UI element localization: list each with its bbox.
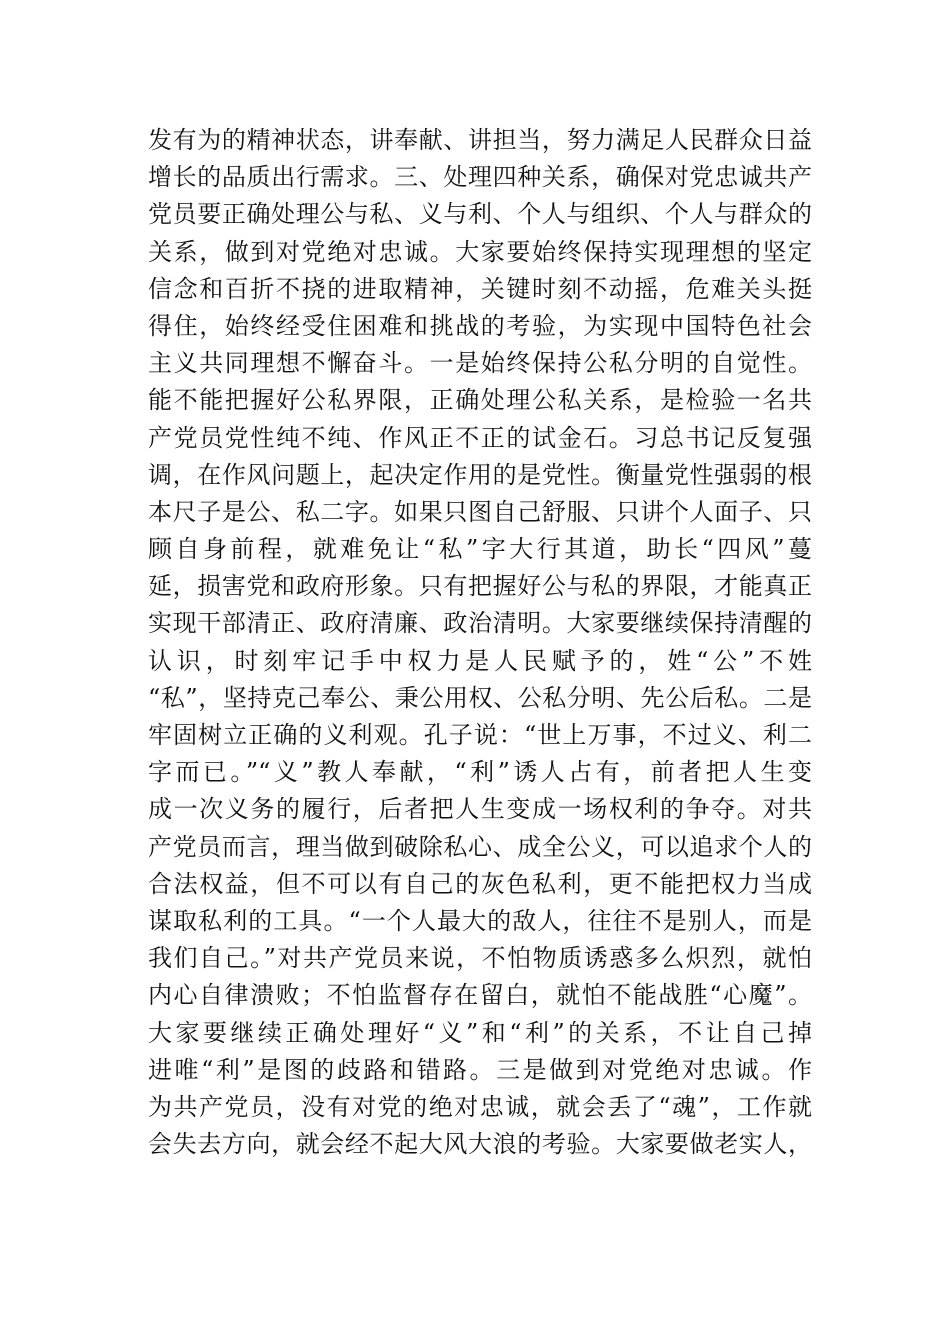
text-line-17: 牢固树立正确的义利观。孔子说：“世上万事，不过义、利二 [148, 721, 812, 749]
text-line-22: 谋取私利的工具。“一个人最大的敌人，往往不是别人，而是 [148, 906, 812, 935]
text-line-1: 发有为的精神状态，讲奉献、讲担当，努力满足人民群众日益 [148, 126, 812, 154]
text-line-11: 本尺子是公、私二字。如果只图自己舒服、只讲个人面子、只 [148, 497, 812, 526]
text-line-19: 成一次义务的履行，后者把人生变成一场权利的争夺。对共 [148, 795, 812, 824]
text-line-10: 调，在作风问题上，起决定作用的是党性。衡量党性强弱的根 [148, 460, 812, 489]
text-line-5: 信念和百折不挠的进取精神，关键时刻不动摇，危难关头挺 [148, 274, 812, 303]
text-line-15: 认识，时刻牢记手中权力是人民赋予的，姓“公”不姓 [148, 646, 812, 675]
text-line-20: 产党员而言，理当做到破除私心、成全公义，可以追求个人的 [148, 832, 812, 861]
text-line-25: 大家要继续正确处理好“义”和“利”的关系，不让自己掉 [148, 1018, 812, 1047]
text-line-3: 党员要正确处理公与私、义与利、个人与组织、个人与群众的 [148, 200, 812, 229]
text-line-7: 主义共同理想不懈奋斗。一是始终保持公私分明的自觉性。 [148, 349, 812, 378]
text-line-27: 为共产党员，没有对党的绝对忠诚，就会丢了“魂”，工作就 [148, 1092, 812, 1121]
text-line-9: 产党员党性纯不纯、作风正不正的试金石。习总书记反复强 [148, 423, 812, 452]
body-text [148, 122, 812, 1163]
text-line-24: 内心自律溃败；不怕监督存在留白，就怕不能战胜“心魔”。 [148, 981, 812, 1010]
text-line-18: 字而已。”“义”教人奉献，“利”诱人占有，前者把人生变 [148, 758, 812, 787]
text-line-6: 得住，始终经受住困难和挑战的考验，为实现中国特色社会 [148, 311, 812, 340]
text-line-12: 顾自身前程，就难免让“私”字大行其道，助长“四风”蔓 [148, 535, 812, 564]
text-line-2: 增长的品质出行需求。三、处理四种关系，确保对党忠诚共产 [148, 163, 812, 192]
text-line-28: 会失去方向，就会经不起大风大浪的考验。大家要做老实人， [148, 1130, 812, 1159]
text-line-26: 进唯“利”是图的歧路和错路。三是做到对党绝对忠诚。作 [148, 1055, 812, 1084]
text-line-4: 关系，做到对党绝对忠诚。大家要始终保持实现理想的坚定 [148, 237, 812, 266]
text-line-23: 我们自己。”对共产党员来说，不怕物质诱惑多么炽烈，就怕 [148, 944, 812, 973]
text-line-16: “私”，坚持克己奉公、秉公用权、公私分明、先公后私。二是 [148, 683, 812, 712]
text-line-21: 合法权益，但不可以有自己的灰色私利，更不能把权力当成 [148, 869, 812, 898]
text-line-13: 延，损害党和政府形象。只有把握好公与私的界限，才能真正 [148, 572, 812, 601]
text-line-14: 实现干部清正、政府清廉、政治清明。大家要继续保持清醒的 [148, 609, 812, 638]
text-line-8: 能不能把握好公私界限，正确处理公私关系，是检验一名共 [148, 386, 812, 415]
